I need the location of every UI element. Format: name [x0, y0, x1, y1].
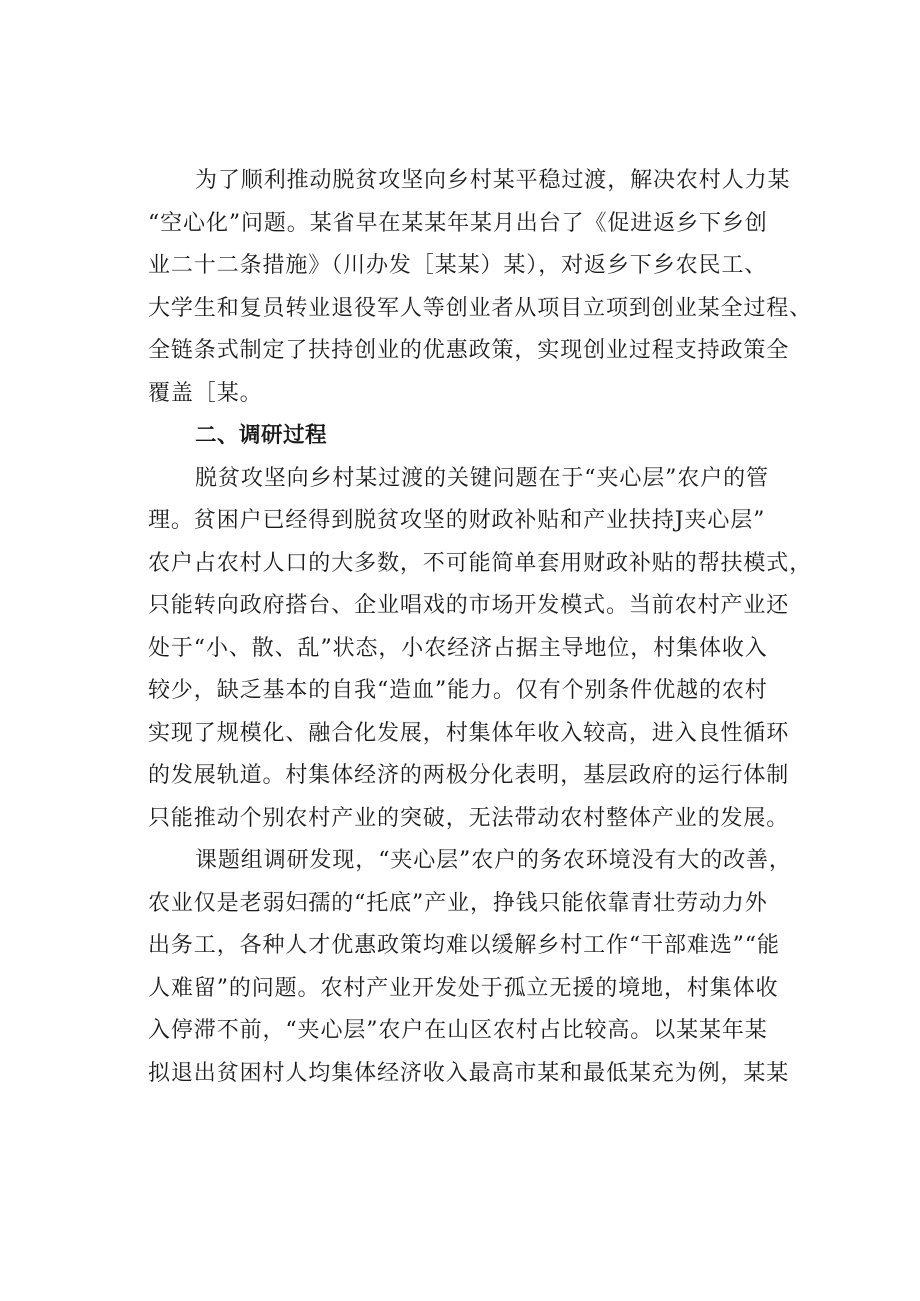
text-line: 业二十二条措施》（川办发［某某）某），对返乡下乡农民工、	[148, 253, 768, 278]
text-line: “空心化”问题。某省早在某某年某月出台了《促进返乡下乡创	[148, 210, 768, 236]
text-line: 人难留”的问题。农村产业开发处于孤立无援的境地，村集体收	[148, 975, 779, 1001]
paragraph-intro	[148, 160, 813, 415]
text-line: 处于“小、散、乱”状态，小农经济占据主导地位，村集体收入	[148, 635, 768, 661]
text-line: 农业仅是老弱妇孺的“托底”产业，挣钱只能依靠青壮劳动力外	[148, 890, 768, 916]
text-line: 农户占农村人口的大多数，不可能简单套用财政补贴的帮扶模式，	[148, 550, 813, 576]
text-line: 只能转向政府搭台、企业唱戏的市场开发模式。当前农村产业还	[148, 593, 790, 618]
text-line: 为了顺利推动脱贫攻坚向乡村某平稳过渡，解决农村人力某	[195, 168, 791, 193]
paragraph-key-issue	[148, 458, 813, 841]
text-line: 的发展轨道。村集体经济的两极分化表明，基层政府的运行体制	[148, 763, 790, 788]
text-line: 覆盖［某。	[148, 380, 263, 406]
text-line: 实现了规模化、融合化发展，村集体年收入较高，进入良性循环	[148, 720, 790, 746]
text-line: 理。贫困户已经得到脱贫攻坚的财政补贴和产业扶持J夹心层”	[148, 508, 766, 533]
text-line: 脱贫攻坚向乡村某过渡的关键问题在于“夹心层”农户的管	[195, 465, 769, 491]
text-line: 只能推动个别农村产业的突破，无法带动农村整体产业的发展。	[148, 805, 790, 831]
text-line: 课题组调研发现，“夹心层”农户的务农环境没有大的改善，	[195, 848, 792, 873]
text-line: 拟退出贫困村人均集体经济收入最高市某和最低某充为例，某某	[148, 1060, 790, 1086]
text-line: 大学生和复员转业退役军人等创业者从项目立项到创业某全过程、	[148, 295, 813, 321]
document-body	[148, 160, 813, 1095]
section-heading: 二、调研过程	[195, 423, 328, 448]
text-line: 全链条式制定了扶持创业的优惠政策，实现创业过程支持政策全	[148, 338, 790, 363]
text-line: 出务工，各种人才优惠政策均难以缓解乡村工作“干部难选”“能	[148, 933, 780, 958]
text-line: 较少，缺乏基本的自我“造血”能力。仅有个别条件优越的农村	[148, 678, 768, 703]
paragraph-findings	[148, 840, 808, 1095]
text-line: 入停滞不前，“夹心层”农户在山区农村占比较高。以某某年某	[148, 1018, 768, 1043]
